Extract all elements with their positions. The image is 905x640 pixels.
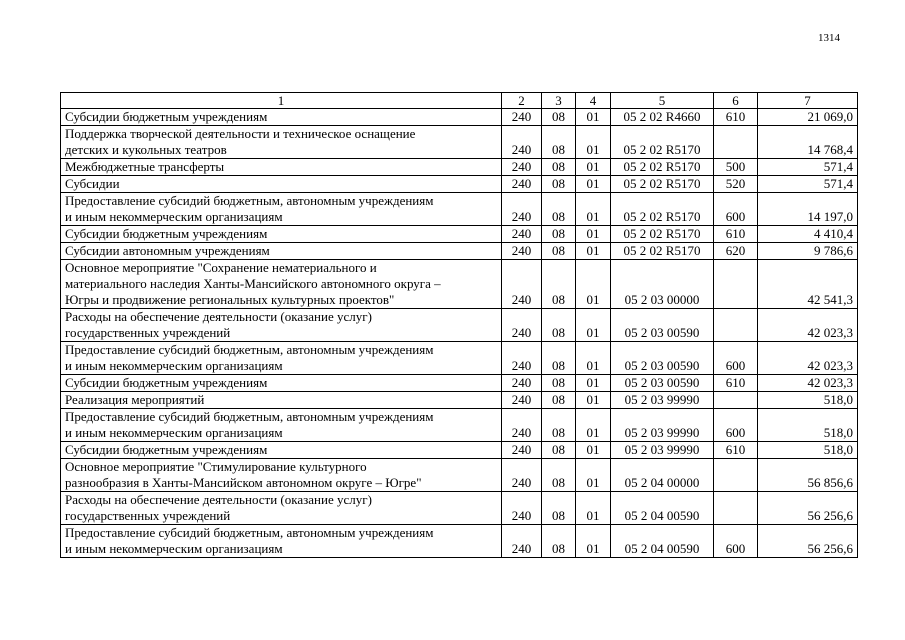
table-row [61,392,858,409]
budget-table [60,92,858,558]
table-row [61,409,858,442]
table-body [61,109,858,558]
col-3-cell: 08 [542,159,576,176]
col-2-cell: 240 [502,492,542,525]
col-2-cell: 240 [502,193,542,226]
col-2-cell: 240 [502,159,542,176]
table-row [61,126,858,159]
header-cell: 2 [502,93,542,109]
col-5-cell: 05 2 03 00590 [611,342,714,375]
table-row [61,459,858,492]
col-5-cell: 05 2 02 R4660 [611,109,714,126]
row-name-line: Расходы на обеспечение деятельности (оказание услуг) [65,492,372,507]
col-6-cell: 620 [714,243,758,260]
col-4-cell: 01 [576,260,611,309]
col-2-cell: 240 [502,309,542,342]
page-number: 1314 [818,32,840,44]
row-name-cell [61,459,502,492]
row-name-line: Субсидии автономным учреждениям [65,243,270,258]
col-3-cell: 08 [542,226,576,243]
col-5-cell: 05 2 02 R5170 [611,226,714,243]
col-6-cell: 600 [714,525,758,558]
row-name-cell [61,260,502,309]
col-2-cell: 240 [502,243,542,260]
col-5-cell: 05 2 02 R5170 [611,159,714,176]
col-3-cell: 08 [542,459,576,492]
col-5-cell: 05 2 03 00590 [611,309,714,342]
col-5-cell: 05 2 02 R5170 [611,193,714,226]
table-row [61,309,858,342]
col-2-cell: 240 [502,126,542,159]
col-7-cell: 56 856,6 [758,459,858,492]
col-2-cell: 240 [502,375,542,392]
row-name-line: Предоставление субсидий бюджетным, автономным учреждениям [65,525,434,540]
table-row [61,375,858,392]
row-name-line: Субсидии бюджетным учреждениям [65,375,268,390]
col-6-cell [714,309,758,342]
col-5-cell: 05 2 03 00590 [611,375,714,392]
col-2-cell: 240 [502,226,542,243]
row-name-line: Поддержка творческой деятельности и техническое оснащение [65,126,416,141]
col-3-cell: 08 [542,309,576,342]
row-name-cell [61,525,502,558]
row-name-cell [61,109,502,126]
row-name-line: Предоставление субсидий бюджетным, автономным учреждениям [65,342,434,357]
col-5-cell: 05 2 04 00000 [611,459,714,492]
col-4-cell: 01 [576,176,611,193]
col-2-cell: 240 [502,260,542,309]
table-row [61,342,858,375]
col-3-cell: 08 [542,525,576,558]
col-7-cell: 14 197,0 [758,193,858,226]
row-name-cell [61,159,502,176]
header-cell: 4 [576,93,611,109]
row-name-line: и иным некоммерческим организациям [65,425,283,440]
col-5-cell: 05 2 02 R5170 [611,176,714,193]
col-6-cell: 600 [714,193,758,226]
row-name-cell [61,243,502,260]
table-row [61,525,858,558]
row-name-line: разнообразия в Ханты-Мансийском автономном округе – Югре" [65,475,422,490]
table-row [61,193,858,226]
col-7-cell: 518,0 [758,442,858,459]
col-3-cell: 08 [542,243,576,260]
table-row [61,442,858,459]
col-7-cell: 42 023,3 [758,375,858,392]
table-row [61,492,858,525]
row-name-cell [61,492,502,525]
row-name-cell [61,342,502,375]
row-name-line: государственных учреждений [65,325,231,340]
col-4-cell: 01 [576,442,611,459]
col-6-cell: 610 [714,442,758,459]
row-name-line: и иным некоммерческим организациям [65,541,283,556]
col-2-cell: 240 [502,442,542,459]
col-5-cell: 05 2 04 00590 [611,492,714,525]
col-6-cell: 600 [714,409,758,442]
col-2-cell: 240 [502,342,542,375]
col-7-cell: 571,4 [758,176,858,193]
col-4-cell: 01 [576,459,611,492]
header-cell: 5 [611,93,714,109]
col-3-cell: 08 [542,126,576,159]
col-2-cell: 240 [502,176,542,193]
col-6-cell [714,392,758,409]
col-6-cell: 610 [714,375,758,392]
row-name-line: Основное мероприятие "Сохранение нематериального и [65,260,377,275]
row-name-line: государственных учреждений [65,508,231,523]
col-2-cell: 240 [502,392,542,409]
row-name-line: детских и кукольных театров [65,142,227,157]
col-4-cell: 01 [576,492,611,525]
table-row [61,176,858,193]
col-4-cell: 01 [576,392,611,409]
col-6-cell [714,260,758,309]
row-name-cell [61,442,502,459]
col-6-cell: 610 [714,109,758,126]
row-name-cell [61,375,502,392]
row-name-line: Реализация мероприятий [65,392,205,407]
row-name-cell [61,409,502,442]
col-2-cell: 240 [502,409,542,442]
col-4-cell: 01 [576,193,611,226]
col-6-cell: 610 [714,226,758,243]
row-name-line: и иным некоммерческим организациям [65,358,283,373]
header-cell: 7 [758,93,858,109]
row-name-cell [61,176,502,193]
row-name-line: Расходы на обеспечение деятельности (оказание услуг) [65,309,372,324]
row-name-line: Предоставление субсидий бюджетным, автономным учреждениям [65,193,434,208]
row-name-line: Субсидии бюджетным учреждениям [65,226,268,241]
row-name-line: Субсидии [65,176,120,191]
row-name-line: и иным некоммерческим организациям [65,209,283,224]
col-4-cell: 01 [576,159,611,176]
col-7-cell: 42 023,3 [758,309,858,342]
col-7-cell: 571,4 [758,159,858,176]
table-row [61,159,858,176]
col-2-cell: 240 [502,459,542,492]
col-5-cell: 05 2 02 R5170 [611,243,714,260]
row-name-line: Субсидии бюджетным учреждениям [65,442,268,457]
col-7-cell: 14 768,4 [758,126,858,159]
col-3-cell: 08 [542,492,576,525]
col-7-cell: 518,0 [758,409,858,442]
col-5-cell: 05 2 03 99990 [611,392,714,409]
col-4-cell: 01 [576,342,611,375]
col-2-cell: 240 [502,109,542,126]
col-7-cell: 4 410,4 [758,226,858,243]
table-row [61,260,858,309]
table-row [61,109,858,126]
col-3-cell: 08 [542,176,576,193]
col-3-cell: 08 [542,375,576,392]
col-7-cell: 42 023,3 [758,342,858,375]
row-name-cell [61,193,502,226]
col-3-cell: 08 [542,409,576,442]
col-5-cell: 05 2 02 R5170 [611,126,714,159]
col-3-cell: 08 [542,260,576,309]
col-4-cell: 01 [576,525,611,558]
row-name-cell [61,392,502,409]
header-cell: 6 [714,93,758,109]
row-name-line: Югры и продвижение региональных культурных проектов" [65,292,395,307]
row-name-line: Межбюджетные трансферты [65,159,225,174]
col-6-cell: 520 [714,176,758,193]
col-4-cell: 01 [576,243,611,260]
col-7-cell: 42 541,3 [758,260,858,309]
row-name-cell [61,226,502,243]
col-3-cell: 08 [542,442,576,459]
col-6-cell: 600 [714,342,758,375]
col-7-cell: 21 069,0 [758,109,858,126]
col-6-cell [714,126,758,159]
col-5-cell: 05 2 03 99990 [611,442,714,459]
col-5-cell: 05 2 03 99990 [611,409,714,442]
col-4-cell: 01 [576,375,611,392]
header-cell: 1 [61,93,502,109]
col-4-cell: 01 [576,309,611,342]
col-4-cell: 01 [576,109,611,126]
row-name-line: Основное мероприятие "Стимулирование культурного [65,459,367,474]
row-name-line: Предоставление субсидий бюджетным, автономным учреждениям [65,409,434,424]
row-name-cell [61,309,502,342]
col-6-cell [714,459,758,492]
col-7-cell: 518,0 [758,392,858,409]
col-3-cell: 08 [542,392,576,409]
col-5-cell: 05 2 04 00590 [611,525,714,558]
col-3-cell: 08 [542,193,576,226]
col-4-cell: 01 [576,126,611,159]
col-3-cell: 08 [542,342,576,375]
table-row [61,243,858,260]
col-4-cell: 01 [576,226,611,243]
col-6-cell: 500 [714,159,758,176]
col-7-cell: 56 256,6 [758,525,858,558]
col-7-cell: 9 786,6 [758,243,858,260]
header-cell: 3 [542,93,576,109]
col-6-cell [714,492,758,525]
col-5-cell: 05 2 03 00000 [611,260,714,309]
col-7-cell: 56 256,6 [758,492,858,525]
row-name-line: Субсидии бюджетным учреждениям [65,109,268,124]
row-name-cell [61,126,502,159]
table-row [61,226,858,243]
header-row [61,93,858,109]
col-4-cell: 01 [576,409,611,442]
row-name-line: материального наследия Ханты-Мансийского автономного округа – [65,276,441,291]
col-2-cell: 240 [502,525,542,558]
col-3-cell: 08 [542,109,576,126]
